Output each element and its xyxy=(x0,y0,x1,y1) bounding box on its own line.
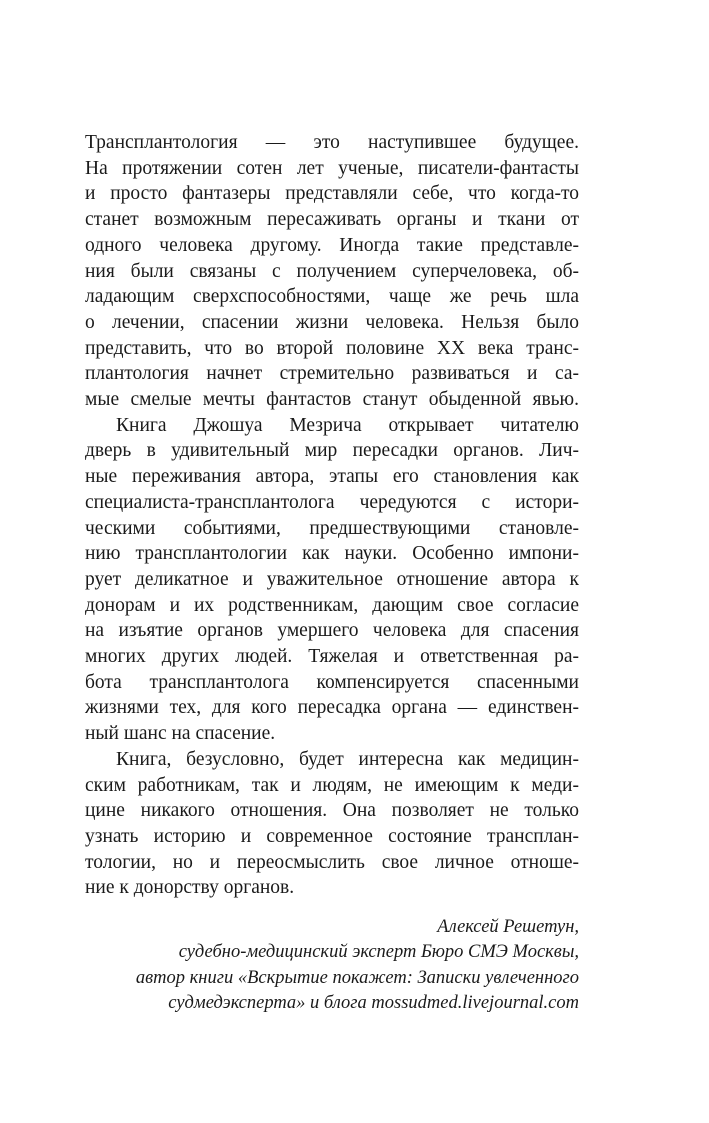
text-line: жизнями тех, для кого пересадка органа — единствен- xyxy=(85,697,579,719)
paragraph-2 xyxy=(85,413,579,747)
text-line: многих других людей. Тяжелая и ответственная ра- xyxy=(85,646,579,668)
text-line: представить, что во второй половине XX века транс- xyxy=(85,337,579,359)
text-line: На протяжении сотен лет ученые, писатели-фантасты xyxy=(85,157,579,179)
signature-blog: судмедэксперта» и блога mossudmed.livejournal.com xyxy=(168,992,579,1013)
paragraph-3 xyxy=(85,747,579,901)
signature-title: судебно-медицинский эксперт Бюро СМЭ Москвы, xyxy=(178,942,579,963)
author-signature xyxy=(85,915,579,1016)
text-line: донорам и их родственникам, дающим свое согласие xyxy=(85,594,579,616)
text-line: цине никакого отношения. Она позволяет не только xyxy=(85,800,579,822)
text-line: ческими событиями, предшествующими становле- xyxy=(85,517,579,539)
text-line: мые смелые мечты фантастов станут обыденной явью. xyxy=(85,389,579,411)
text-line: ные переживания автора, этапы его становления как xyxy=(85,466,579,488)
text-line: специалиста-трансплантолога чередуются с истори- xyxy=(85,491,579,513)
text-line: ским работникам, так и людям, не имеющим к меди- xyxy=(85,774,579,796)
text-line: ладающим сверхспособностями, чаще же речь шла xyxy=(85,286,579,308)
signature-name: Алексей Решетун, xyxy=(437,917,579,938)
text-line: рует деликатное и уважительное отношение автора к xyxy=(85,568,579,590)
text-line: узнать историю и современное состояние трансплан- xyxy=(85,825,579,847)
text-line: Книга, безусловно, будет интересна как медицин- xyxy=(116,748,579,770)
text-line: и просто фантазеры представляли себе, что когда-то xyxy=(85,183,579,205)
text-line: нию трансплантологии как науки. Особенно импони- xyxy=(85,543,579,565)
paragraph-1 xyxy=(85,130,579,413)
text-line: на изъятие органов умершего человека для спасения xyxy=(85,620,579,642)
text-line: ние к донорству органов. xyxy=(85,877,295,899)
foreword-page xyxy=(85,130,579,1016)
text-line: о лечении, спасении жизни человека. Нельзя было xyxy=(85,311,579,333)
text-line: Трансплантология — это наступившее будущее. xyxy=(85,132,579,153)
text-line: ный шанс на спасение. xyxy=(85,723,276,745)
text-line: дверь в удивительный мир пересадки органов. Лич- xyxy=(85,440,579,462)
text-line: станет возможным пересаживать органы и ткани от xyxy=(85,209,579,231)
signature-book: автор книги «Вскрытие покажет: Записки увлеченного xyxy=(135,967,579,988)
text-line: одного человека другому. Иногда такие представле- xyxy=(85,234,579,256)
text-line: ния были связаны с получением суперчеловека, об- xyxy=(85,260,579,282)
text-line: тологии, но и переосмыслить свое личное отноше- xyxy=(85,851,579,873)
text-line: бота трансплантолога компенсируется спасенными xyxy=(85,671,579,693)
text-line: плантология начнет стремительно развиваться и са- xyxy=(85,363,579,385)
text-line: Книга Джошуа Мезрича открывает читателю xyxy=(116,414,579,436)
